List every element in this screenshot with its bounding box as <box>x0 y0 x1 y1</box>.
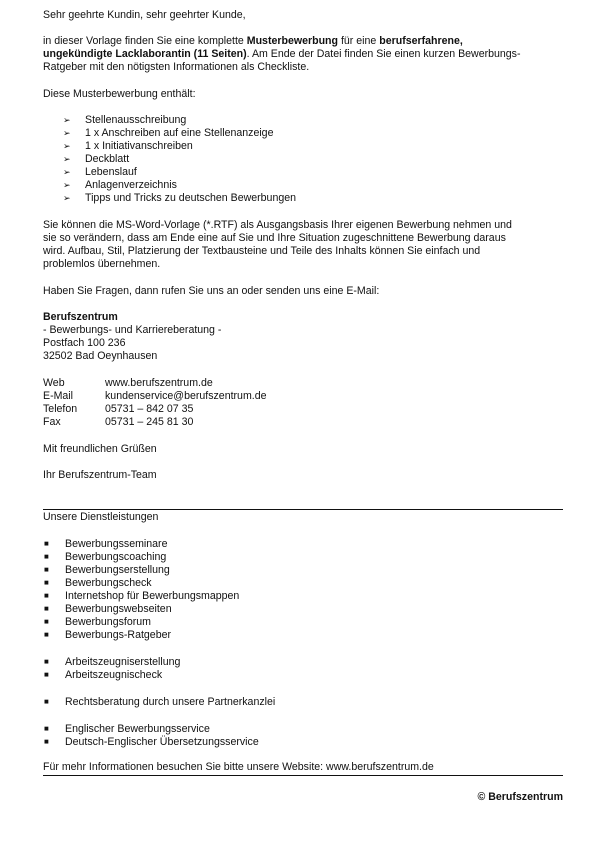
list-item: ■ Bewerbungserstellung <box>44 564 170 576</box>
square-bullet-icon: ■ <box>44 539 49 548</box>
square-bullet-icon: ■ <box>44 604 49 613</box>
company-tagline: - Bewerbungs- und Karriereberatung - <box>43 324 222 336</box>
services-heading: Unsere Dienstleistungen <box>43 511 159 523</box>
contents-heading: Diese Musterbewerbung enthält: <box>43 88 196 100</box>
more-info: Für mehr Informationen besuchen Sie bitte unsere Website: www.berufszentrum.de <box>43 761 434 773</box>
list-item: ➢ 1 x Initiativanschreiben <box>63 140 193 152</box>
square-bullet-icon: ■ <box>44 697 49 706</box>
email-link[interactable]: kundenservice@berufszentrum.de <box>105 390 267 402</box>
intro-text: in dieser Vorlage finden Sie eine komplette <box>43 35 247 47</box>
arrow-bullet-icon: ➢ <box>63 128 71 138</box>
contact-fax: Fax 05731 – 245 81 30 <box>43 416 194 428</box>
intro-bold: berufserfahrene, <box>379 35 463 47</box>
list-item: ➢ Tipps und Tricks zu deutschen Bewerbungen <box>63 192 297 204</box>
divider <box>43 509 563 510</box>
arrow-bullet-icon: ➢ <box>63 180 71 190</box>
usage-line: wird. Aufbau, Stil, Platzierung der Textbausteine und Teile des Inhalts können Sie einfach und <box>43 245 481 257</box>
divider <box>43 775 563 776</box>
list-item: ➢ Anlagenverzeichnis <box>63 179 177 191</box>
arrow-bullet-icon: ➢ <box>63 154 71 164</box>
list-item: ➢ Deckblatt <box>63 153 130 165</box>
contact-email: E-Mail kundenservice@berufszentrum.de <box>43 390 267 402</box>
postbox: Postfach 100 236 <box>43 337 126 349</box>
intro-bold: ungekündigte Lacklaborantin (11 Seiten) <box>43 48 247 60</box>
list-item: ■ Bewerbungsforum <box>44 616 151 628</box>
list-item: ■ Bewerbungscoaching <box>44 551 167 563</box>
square-bullet-icon: ■ <box>44 578 49 587</box>
intro-line-2 <box>43 48 521 61</box>
closing: Mit freundlichen Grüßen <box>43 443 157 455</box>
list-item: ■ Deutsch-Englischer Übersetzungsservice <box>44 736 259 748</box>
intro-text: . Am Ende der Datei finden Sie einen kurzen Bewerbungs- <box>246 48 521 60</box>
web-link[interactable]: www.berufszentrum.de <box>105 377 213 389</box>
square-bullet-icon: ■ <box>44 617 49 626</box>
list-item: ■ Internetshop für Bewerbungsmappen <box>44 590 240 602</box>
square-bullet-icon: ■ <box>44 724 49 733</box>
list-item: ■ Bewerbungs-Ratgeber <box>44 629 171 641</box>
arrow-bullet-icon: ➢ <box>63 115 71 125</box>
list-item: ■ Arbeitszeugnischeck <box>44 669 163 681</box>
company-name: Berufszentrum <box>43 311 118 323</box>
arrow-bullet-icon: ➢ <box>63 193 71 203</box>
intro-bold: Musterbewerbung <box>246 35 338 47</box>
usage-line: problemlos übernehmen. <box>43 258 161 270</box>
usage-line: sie so verändern, dass am Ende eine auf Sie und Ihre Situation zugeschnittene Bewerbung daraus <box>43 232 506 244</box>
square-bullet-icon: ■ <box>44 670 49 679</box>
intro-text: für eine <box>338 35 380 47</box>
greeting: Sehr geehrte Kundin, sehr geehrter Kunde, <box>43 9 246 21</box>
copyright: © Berufszentrum <box>477 791 563 803</box>
arrow-bullet-icon: ➢ <box>63 167 71 177</box>
arrow-bullet-icon: ➢ <box>63 141 71 151</box>
list-item: ■ Bewerbungswebseiten <box>44 603 172 615</box>
list-item: ➢ Stellenausschreibung <box>63 114 187 126</box>
city: 32502 Bad Oeynhausen <box>43 350 158 362</box>
list-item: ■ Englischer Bewerbungsservice <box>44 723 210 735</box>
signature: Ihr Berufszentrum-Team <box>43 469 157 481</box>
square-bullet-icon: ■ <box>44 737 49 746</box>
usage-line: Sie können die MS-Word-Vorlage (*.RTF) als Ausgangsbasis Ihrer eigenen Bewerbung nehmen und <box>43 219 512 231</box>
contact-web: Web www.berufszentrum.de <box>43 377 213 389</box>
square-bullet-icon: ■ <box>44 630 49 639</box>
contact-phone: Telefon 05731 – 842 07 35 <box>43 403 194 415</box>
square-bullet-icon: ■ <box>44 591 49 600</box>
list-item: ➢ Lebenslauf <box>63 166 137 178</box>
list-item: ■ Rechtsberatung durch unsere Partnerkanzlei <box>44 696 276 708</box>
square-bullet-icon: ■ <box>44 565 49 574</box>
list-item: ■ Arbeitszeugniserstellung <box>44 656 181 668</box>
questions-text: Haben Sie Fragen, dann rufen Sie uns an oder senden uns eine E-Mail: <box>43 285 380 297</box>
square-bullet-icon: ■ <box>44 552 49 561</box>
intro-line-1 <box>43 35 463 48</box>
intro-line-3: Ratgeber mit den nötigsten Informationen als Checkliste. <box>43 61 310 73</box>
list-item: ➢ 1 x Anschreiben auf eine Stellenanzeige <box>63 127 274 139</box>
list-item: ■ Bewerbungscheck <box>44 577 152 589</box>
square-bullet-icon: ■ <box>44 657 49 666</box>
list-item: ■ Bewerbungsseminare <box>44 538 168 550</box>
